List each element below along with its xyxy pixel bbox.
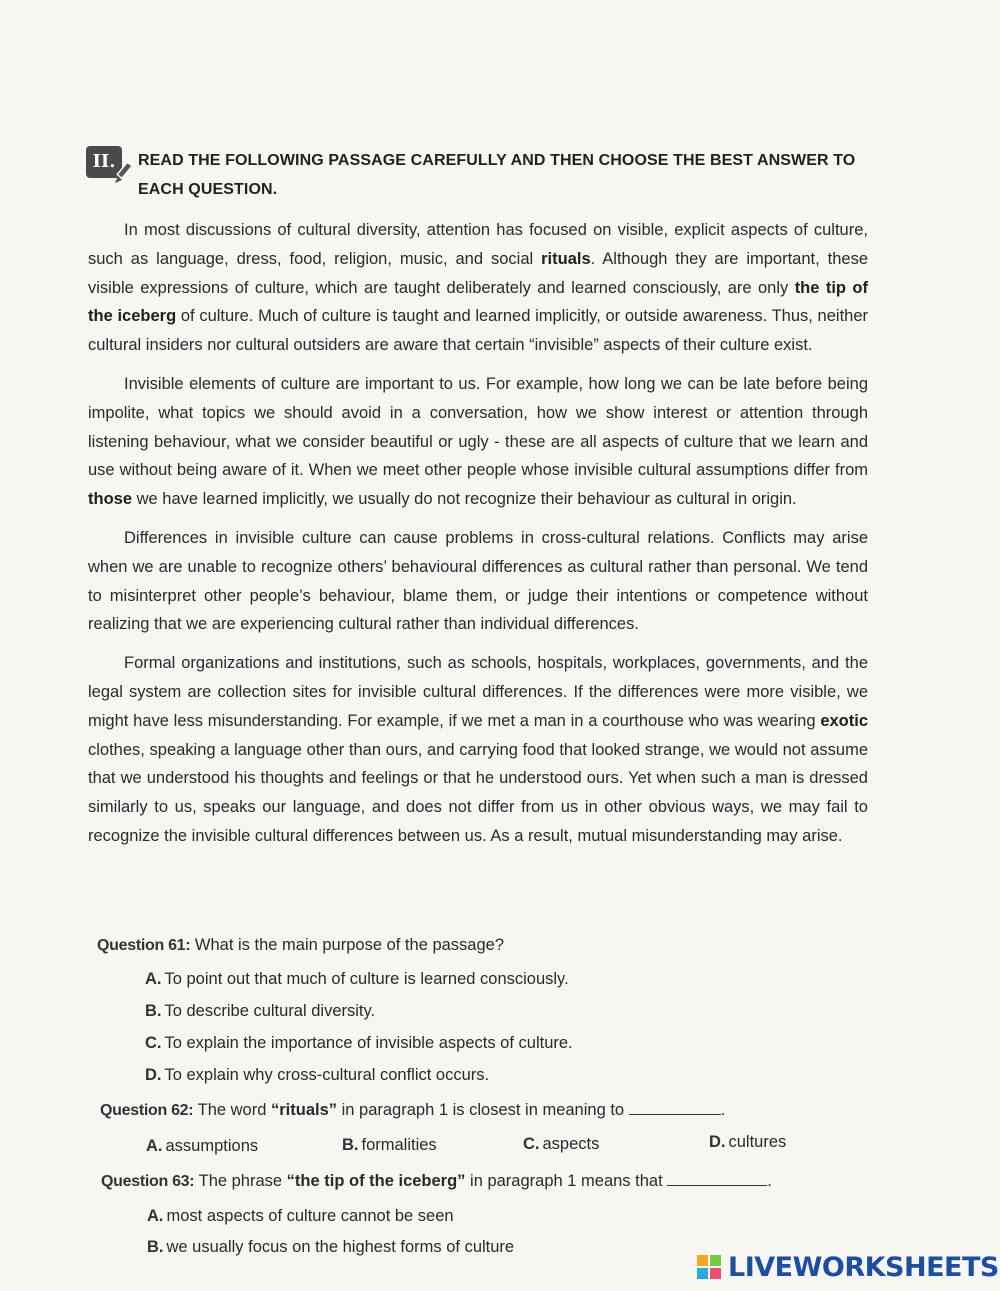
question-label: Question 61:: [97, 937, 191, 954]
term-tip-of-iceberg: “the tip of the iceberg”: [286, 1172, 466, 1190]
q61-option-a[interactable]: A. To point out that much of culture is learned consciously.: [145, 970, 569, 988]
question-label: Question 62:: [100, 1102, 194, 1119]
keyword-tip-of-iceberg: the tip of the iceberg: [88, 278, 868, 326]
question-label: Question 63:: [101, 1173, 195, 1190]
question-62: Question 62: The word “rituals” in paragraph 1 is closest in meaning to .: [100, 1101, 726, 1119]
question-61: [97, 936, 504, 955]
reading-passage: [88, 216, 868, 861]
passage-paragraph-3: Differences in invisible culture can cause problems in cross-cultural relations. Conflicts may arise when we are unable to recognize others’ behavioural differences as cultural rather than personal. We tend to misinterpret other people’s behaviour, blame them, or judge their intentions or competence without realizing that we are experiencing cultural rather than individual differences.: [88, 528, 868, 634]
passage-paragraph-1: In most discussions of cultural diversity, attention has focused on visible, explicit aspects of culture, such as language, dress, food, religion, music, and social rituals. Although they are important, these visible expressions of culture, which are taught deliberately and learned consciously, are only the tip of the iceberg of culture. Much of culture is taught and learned implicitly, or outside awareness. Thus, neither cultural insiders nor cultural outsiders are aware that certain “invisible” aspects of their culture exist.: [88, 221, 869, 355]
q61-option-c[interactable]: C. To explain the importance of invisible aspects of culture.: [145, 1034, 573, 1052]
keyword-rituals: rituals: [541, 249, 591, 268]
q62-option-c[interactable]: C. aspects: [523, 1135, 600, 1153]
keyword-exotic: exotic: [820, 711, 868, 730]
watermark-text: LIVEWORKSHEETS: [728, 1251, 999, 1283]
q61-option-b[interactable]: B. To describe cultural diversity.: [145, 1002, 376, 1020]
section-instruction: READ THE FOLLOWING PASSAGE CAREFULLY AND THEN CHOOSE THE BEST ANSWER TO EACH QUESTION.: [138, 152, 856, 198]
answer-blank[interactable]: [629, 1102, 721, 1115]
section-number-badge: II.: [86, 146, 122, 178]
keyword-those: those: [88, 490, 133, 509]
q63-option-a[interactable]: A. most aspects of culture cannot be seen: [147, 1207, 454, 1225]
pencil-icon: [112, 159, 138, 185]
question-63: Question 63: The phrase “the tip of the iceberg” in paragraph 1 means that .: [101, 1172, 772, 1190]
liveworksheets-logo-icon: [696, 1254, 722, 1280]
passage-paragraph-2: Invisible elements of culture are important to us. For example, how long we can be late before being impolite, what topics we should avoid in a conversation, how we show interest or attention through listening behaviour, what we consider beautiful or ugly - these are all aspects of culture that we learn and use without being aware of it. When we meet other people whose invisible cultural assumptions differ from those we have learned implicitly, we usually do not recognize their behaviour as cultural in origin.: [88, 374, 868, 509]
passage-paragraph-4: Formal organizations and institutions, such as schools, hospitals, workplaces, governments, and the legal system are collection sites for invisible cultural differences. If the differences were more visible, we might have less misunderstanding. For example, if we met a man in a courthouse who was wearing exotic clothes, speaking a language other than ours, and carrying food that looked strange, we would not assume that we understood his thoughts and feelings or that he understood ours. Yet when such a man is dressed similarly to us, speaks our language, and does not differ from us in other obvious ways, we may fail to recognize the invisible cultural differences between us. As a result, mutual misunderstanding may arise.: [88, 654, 868, 845]
q61-option-d[interactable]: D. To explain why cross-cultural conflict occurs.: [145, 1066, 490, 1084]
answer-blank[interactable]: [667, 1173, 767, 1186]
q62-option-b[interactable]: B. formalities: [342, 1136, 437, 1154]
liveworksheets-logo: [696, 1252, 999, 1282]
q62-option-d[interactable]: D. cultures: [709, 1133, 787, 1151]
q62-option-a[interactable]: A. assumptions: [146, 1137, 259, 1155]
question-text: What is the main purpose of the passage?: [194, 936, 505, 954]
term-rituals: “rituals”: [270, 1101, 338, 1119]
q63-option-b[interactable]: B. we usually focus on the highest forms of culture: [147, 1238, 515, 1256]
